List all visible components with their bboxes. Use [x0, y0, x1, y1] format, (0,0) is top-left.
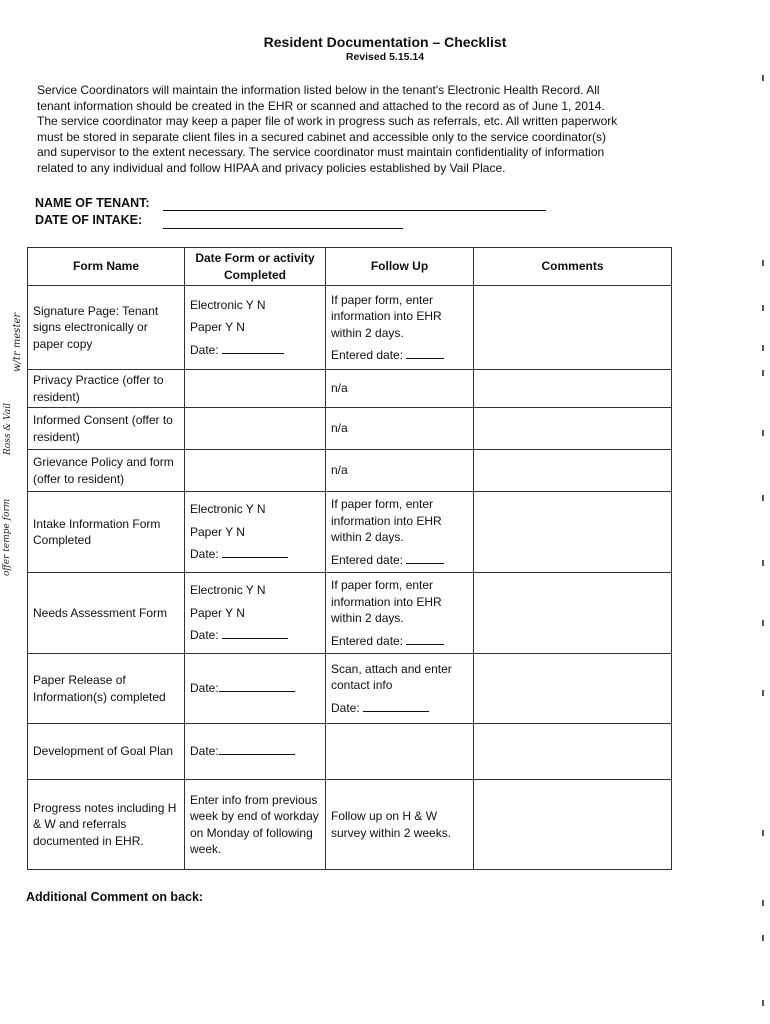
table-row — [28, 573, 672, 654]
entered-date-blank[interactable] — [406, 633, 444, 645]
date-blank[interactable] — [222, 342, 284, 354]
table-row — [28, 408, 672, 450]
follow-up-text: n/a — [326, 408, 474, 450]
document-title: Resident Documentation – Checklist — [263, 34, 507, 50]
header-date-completed: Date Form or activity Completed — [185, 248, 326, 286]
tenant-name-label: NAME OF TENANT: — [35, 196, 150, 210]
scan-edge-mark — [762, 690, 764, 696]
comments-cell[interactable] — [474, 780, 672, 870]
paper-yn[interactable]: Paper Y N — [190, 524, 245, 539]
table-row — [28, 780, 672, 870]
scan-edge-mark — [762, 495, 764, 501]
intro-line: The service coordinator may keep a paper file of work in progress such as referrals, etc. All written paperwork — [37, 114, 618, 129]
scan-edge-mark — [762, 560, 764, 566]
entered-date-label: Entered date: — [331, 633, 404, 648]
intro-line: must be stored in separate client files in a secured cabinet and accessible only to the service coordinator(s) — [37, 129, 606, 144]
table-row — [28, 724, 672, 780]
date-cell — [185, 286, 326, 370]
electronic-yn[interactable]: Electronic Y N — [190, 297, 266, 312]
comments-cell[interactable] — [474, 286, 672, 370]
follow-date-label: Date: — [331, 700, 360, 715]
date-label: Date: — [190, 744, 219, 759]
scan-edge-mark — [762, 620, 764, 626]
scan-edge-mark — [762, 1000, 764, 1006]
scan-edge-mark — [762, 900, 764, 906]
date-label: Date: — [190, 342, 219, 357]
documentation-checklist-table — [27, 247, 672, 870]
follow-cell — [326, 573, 474, 654]
electronic-yn[interactable]: Electronic Y N — [190, 502, 266, 517]
date-cell — [185, 654, 326, 724]
follow-up-text: If paper form, enter information into EHR within 2 days. — [331, 497, 442, 544]
scan-edge-mark — [762, 370, 764, 376]
comments-cell[interactable] — [474, 724, 672, 780]
intro-line: tenant information should be created in the EHR or scanned and attached to the record as of June 1, 2014. — [37, 98, 605, 113]
intro-paragraph — [37, 83, 727, 177]
form-name-needs-assessment: Needs Assessment Form — [28, 573, 185, 654]
handwritten-note-intake: offer tempe form — [2, 498, 12, 576]
table-row — [28, 450, 672, 492]
date-cell[interactable] — [185, 450, 326, 492]
intro-line: related to any individual and follow HIPAA and privacy policies established by Vail Place. — [37, 160, 506, 175]
additional-comment-label: Additional Comment on back: — [26, 890, 204, 904]
scan-edge-mark — [762, 305, 764, 311]
follow-cell[interactable] — [326, 724, 474, 780]
date-cell — [185, 492, 326, 573]
header-comments: Comments — [474, 248, 672, 286]
scan-edge-mark — [762, 260, 764, 266]
date-blank[interactable] — [222, 627, 288, 639]
follow-up-text: n/a — [326, 450, 474, 492]
follow-date-blank[interactable] — [363, 700, 429, 712]
follow-up-text: If paper form, enter information into EHR within 2 days. — [331, 578, 442, 625]
comments-cell[interactable] — [474, 492, 672, 573]
scan-edge-mark — [762, 345, 764, 351]
comments-cell[interactable] — [474, 370, 672, 408]
scan-edge-mark — [762, 935, 764, 941]
intro-line: Service Coordinators will maintain the information listed below in the tenant's Electronic Health Record. All — [37, 83, 600, 97]
form-name-grievance-policy: Grievance Policy and form (offer to resident) — [28, 450, 185, 492]
date-cell[interactable] — [185, 370, 326, 408]
entered-date-label: Entered date: — [331, 552, 404, 567]
follow-up-text: If paper form, enter information into EHR within 2 days. — [331, 292, 442, 340]
date-cell — [185, 573, 326, 654]
form-name-intake-information: Intake Information Form Completed — [28, 492, 185, 573]
header-follow-up: Follow Up — [326, 248, 474, 286]
tenant-name-line[interactable] — [163, 210, 546, 211]
header-form-name: Form Name — [28, 248, 185, 286]
form-name-signature-page: Signature Page: Tenant signs electronically or paper copy — [28, 286, 185, 370]
follow-up-text: Scan, attach and enter contact info — [331, 661, 452, 693]
date-cell — [185, 724, 326, 780]
follow-up-text: n/a — [326, 370, 474, 408]
follow-up-text: Follow up on H & W survey within 2 weeks. — [326, 780, 474, 870]
form-name-paper-release: Paper Release of Information(s) completed — [28, 654, 185, 724]
table-row — [28, 370, 672, 408]
paper-yn[interactable]: Paper Y N — [190, 320, 245, 335]
date-blank[interactable] — [219, 680, 295, 692]
table-row — [28, 286, 672, 370]
entered-date-label: Entered date: — [331, 348, 404, 362]
scan-edge-mark — [762, 430, 764, 436]
entered-date-blank[interactable] — [406, 347, 444, 359]
electronic-yn[interactable]: Electronic Y N — [190, 583, 266, 598]
date-label: Date: — [190, 681, 219, 696]
date-label: Date: — [190, 628, 219, 643]
form-name-informed-consent: Informed Consent (offer to resident) — [28, 408, 185, 450]
comments-cell[interactable] — [474, 450, 672, 492]
revision-date: Revised 5.15.14 — [345, 51, 425, 63]
intake-date-field — [35, 213, 142, 227]
form-name-privacy-practice: Privacy Practice (offer to resident) — [28, 370, 185, 408]
form-name-goal-plan: Development of Goal Plan — [28, 724, 185, 780]
handwritten-note-consent: Ross & Vail — [3, 403, 13, 455]
scan-edge-mark — [762, 830, 764, 836]
follow-cell — [326, 654, 474, 724]
intro-line: and supervisor to the extent necessary. The service coordinator must maintain confidentiality of information — [37, 145, 605, 160]
comments-cell[interactable] — [474, 654, 672, 724]
date-blank[interactable] — [219, 743, 295, 755]
tenant-name-field — [35, 196, 150, 210]
intake-date-label: DATE OF INTAKE: — [35, 213, 143, 227]
scan-edge-mark — [762, 75, 764, 81]
comments-cell[interactable] — [474, 573, 672, 654]
table-row — [28, 492, 672, 573]
date-cell-instructions: Enter info from previous week by end of workday on Monday of following week. — [185, 780, 326, 870]
date-label: Date: — [190, 547, 219, 562]
date-blank[interactable] — [222, 546, 288, 558]
date-cell[interactable] — [185, 408, 326, 450]
entered-date-blank[interactable] — [406, 552, 444, 564]
form-name-progress-notes: Progress notes including H & W and referrals documented in EHR. — [28, 780, 185, 870]
handwritten-note-signature: w/tr mester — [12, 312, 23, 372]
comments-cell[interactable] — [474, 408, 672, 450]
paper-yn[interactable]: Paper Y N — [190, 605, 245, 620]
table-row — [28, 654, 672, 724]
follow-cell — [326, 492, 474, 573]
follow-cell — [326, 286, 474, 370]
table-header-row — [28, 248, 672, 286]
intake-date-line[interactable] — [163, 228, 403, 229]
